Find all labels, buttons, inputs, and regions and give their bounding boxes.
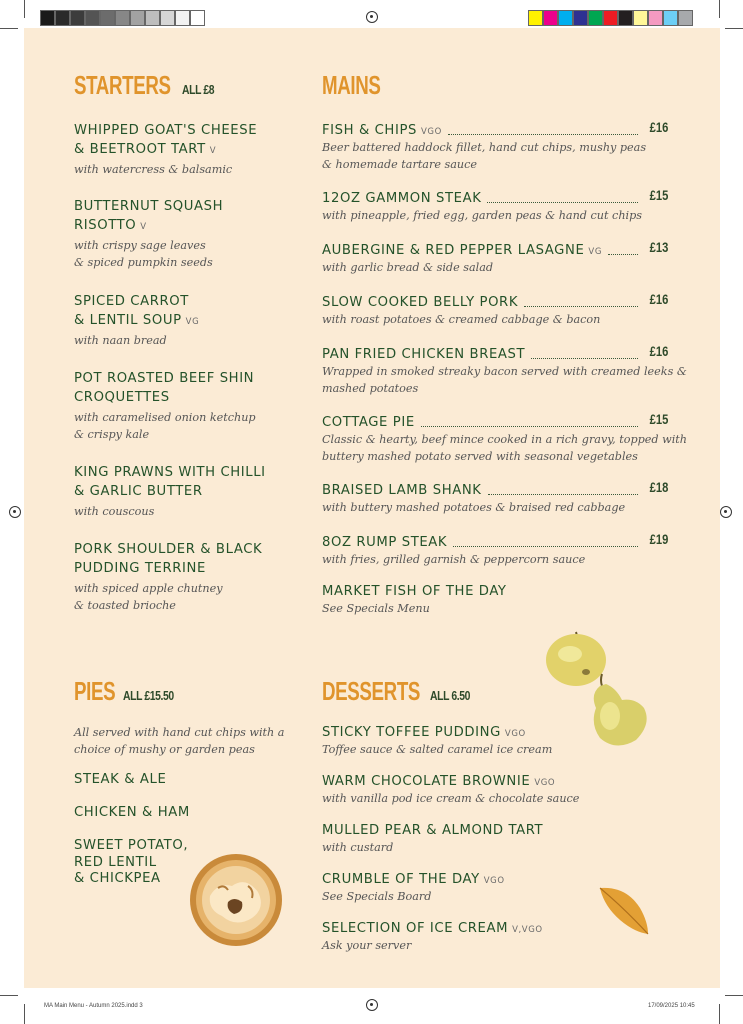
color-swatch [190, 10, 205, 26]
starter-name-line [74, 140, 257, 161]
main-item-price: £15 [649, 411, 668, 427]
desserts-heading [322, 676, 480, 707]
description-line: with spiced apple chutney [74, 582, 223, 595]
main-item-price: £16 [649, 343, 668, 359]
starter-item-description [74, 161, 232, 178]
starter-item-description [74, 503, 154, 520]
main-item-name [322, 293, 518, 312]
dessert-item-description: Ask your server [322, 939, 412, 952]
main-name-text: 12OZ GAMMON STEAK [322, 191, 482, 206]
starter-name-text: PUDDING TERRINE [74, 561, 206, 576]
color-swatch [85, 10, 100, 26]
starter-name-line [74, 559, 262, 578]
starter-name-line [74, 216, 223, 237]
pies-intro-line: choice of mushy or garden peas [74, 743, 255, 756]
color-swatch [160, 10, 175, 26]
color-swatch [145, 10, 160, 26]
main-name-text: BRAISED LAMB SHANK [322, 483, 482, 498]
mains-title: MAINS [322, 70, 381, 100]
main-name-text: MARKET FISH OF THE DAY [322, 584, 507, 599]
description-line: See Specials Menu [322, 602, 430, 615]
price-leader [524, 306, 638, 307]
main-item-name [322, 533, 447, 552]
color-swatch [633, 10, 648, 26]
starter-item-description [74, 332, 167, 349]
registration-mark-icon [720, 506, 732, 518]
description-line: Wrapped in smoked streaky bacon served with creamed leeks & [322, 365, 687, 378]
starter-name-line: KING PRAWNS WITH CHILLI [74, 465, 266, 480]
description-line: with crispy sage leaves [74, 239, 206, 252]
pie-name-line: RED LENTIL [74, 854, 157, 870]
main-item-price: £16 [649, 119, 668, 135]
pie-item [74, 772, 166, 789]
dessert-name-text: CRUMBLE OF THE DAY [322, 872, 480, 887]
pie-item [74, 838, 188, 888]
description-line: Classic & hearty, beef mince cooked in a rich gravy, topped with [322, 433, 687, 446]
price-leader [488, 494, 638, 495]
pie-item [74, 805, 190, 822]
dessert-item-description: See Specials Board [322, 890, 432, 903]
dessert-item-description: with custard [322, 841, 394, 854]
pies-intro [74, 724, 284, 758]
desserts-title: DESSERTS [322, 676, 421, 706]
color-swatch [603, 10, 618, 26]
dietary-tag: VG [185, 317, 200, 327]
description-line: with roast potatoes & creamed cabbage & bacon [322, 313, 601, 326]
starter-name-line: BUTTERNUT SQUASH [74, 199, 224, 214]
main-name-text: FISH & CHIPS [322, 123, 417, 138]
crop-mark [725, 28, 743, 29]
price-leader [487, 202, 638, 203]
dietary-tag: V [209, 146, 217, 156]
main-item-description [322, 311, 600, 328]
main-item-name [322, 345, 525, 364]
pies-price: ALL £15.50 [123, 688, 174, 703]
color-swatch [648, 10, 663, 26]
description-line: with naan bread [74, 334, 167, 347]
main-name-text: PAN FRIED CHICKEN BREAST [322, 347, 526, 362]
description-line: with buttery mashed potatoes & braised red cabbage [322, 501, 626, 514]
crop-mark [0, 995, 18, 996]
description-line: with garlic bread & side salad [322, 261, 494, 274]
dietary-tag: VG [588, 247, 603, 257]
starter-name-line [74, 388, 254, 407]
color-swatch [528, 10, 543, 26]
dietary-tag: VGO [483, 876, 505, 886]
pie-name-line: CHICKEN & HAM [74, 805, 190, 820]
pie-illustration [188, 852, 284, 948]
autumn-leaf-illustration [596, 882, 652, 936]
color-swatch [175, 10, 190, 26]
crop-mark [24, 0, 25, 18]
color-swatch [678, 10, 693, 26]
main-item-description [322, 551, 585, 568]
main-item-description [322, 363, 687, 397]
main-item-price: £13 [649, 239, 668, 255]
starter-item-description [74, 409, 256, 443]
dessert-item-name [322, 821, 543, 840]
pies-heading [74, 676, 187, 707]
dietary-tag: V [140, 222, 147, 232]
starters-heading [74, 70, 222, 101]
dietary-tag: VGO [504, 729, 526, 739]
starter-item-name [74, 369, 254, 407]
starters-title: STARTERS [74, 70, 171, 100]
color-swatch [618, 10, 633, 26]
mains-heading [322, 70, 403, 101]
starters-price: ALL £8 [182, 82, 215, 97]
starter-name-line: PORK SHOULDER & BLACK [74, 542, 263, 557]
starter-name-text: & GARLIC BUTTER [74, 484, 203, 499]
description-line: buttery mashed potato served with seasonal vegetables [322, 450, 638, 463]
color-swatch [55, 10, 70, 26]
description-line: mashed potatoes [322, 382, 419, 395]
footer-date: 17/09/2025 10:45 [648, 1003, 695, 1009]
pie-name-line: & CHICKPEA [74, 871, 161, 886]
color-swatch [100, 10, 115, 26]
main-item-description [322, 207, 642, 224]
dessert-name-text: STICKY TOFFEE PUDDING [322, 725, 501, 740]
starter-item-description [74, 580, 223, 614]
crop-mark [0, 28, 18, 29]
main-item-price: £19 [649, 531, 668, 547]
description-line: with fries, grilled garnish & peppercorn sauce [322, 553, 586, 566]
price-leader [531, 358, 638, 359]
main-name-text: AUBERGINE & RED PEPPER LASAGNE [322, 243, 585, 258]
description-line: with couscous [74, 505, 155, 518]
description-line: Beer battered haddock fillet, hand cut chips, mushy peas [322, 141, 647, 154]
registration-mark-icon [366, 999, 378, 1011]
starter-item-name [74, 121, 257, 161]
starter-name-line: SPICED CARROT [74, 294, 189, 309]
description-line: with watercress & balsamic [74, 163, 233, 176]
pears-illustration [540, 628, 656, 750]
crop-mark [719, 0, 720, 18]
main-item-description [322, 499, 625, 516]
footer-file-name: MA Main Menu - Autumn 2025.indd 3 [44, 1003, 143, 1009]
description-line: with pineapple, fried egg, garden peas & hand cut chips [322, 209, 643, 222]
main-name-text: COTTAGE PIE [322, 415, 415, 430]
starter-item-description [74, 237, 213, 271]
registration-mark-icon [366, 11, 378, 23]
dessert-item-description: with vanilla pod ice cream & chocolate sauce [322, 792, 580, 805]
starter-name-text: RISOTTO [74, 218, 137, 233]
description-line: & homemade tartare sauce [322, 158, 478, 171]
main-name-text: SLOW COOKED BELLY PORK [322, 295, 519, 310]
registration-mark-icon [9, 506, 21, 518]
price-leader [608, 254, 638, 255]
starter-name-line [74, 311, 199, 332]
price-leader [448, 134, 638, 135]
dessert-item-description: Toffee sauce & salted caramel ice cream [322, 743, 553, 756]
description-line: with caramelised onion ketchup [74, 411, 256, 424]
pies-title: PIES [74, 676, 116, 706]
starter-item-name [74, 540, 262, 578]
color-swatch [588, 10, 603, 26]
starter-name-text: & BEETROOT TART [74, 142, 206, 157]
grayscale-color-bar [40, 10, 205, 26]
starter-name-line: WHIPPED GOAT'S CHEESE [74, 123, 258, 138]
main-item-name [322, 413, 415, 432]
dessert-name-text: MULLED PEAR & ALMOND TART [322, 823, 544, 838]
main-item-price: £16 [649, 291, 668, 307]
starter-name-text: CROQUETTES [74, 390, 170, 405]
dessert-name-text: SELECTION OF ICE CREAM [322, 921, 509, 936]
desserts-price: ALL 6.50 [430, 688, 471, 703]
crop-mark [725, 995, 743, 996]
cmyk-color-bar [528, 10, 693, 26]
color-swatch [130, 10, 145, 26]
color-swatch [663, 10, 678, 26]
main-item-name [322, 481, 482, 500]
main-item-price: £15 [649, 187, 668, 203]
dietary-tag: VGO [534, 778, 556, 788]
description-line: & toasted brioche [74, 599, 176, 612]
color-swatch [70, 10, 85, 26]
color-swatch [573, 10, 588, 26]
starter-item-name [74, 463, 266, 501]
pie-name-line: SWEET POTATO, [74, 838, 189, 853]
color-swatch [40, 10, 55, 26]
description-line: & crispy kale [74, 428, 150, 441]
dietary-tag: V,VGO [512, 925, 543, 935]
starter-item-name [74, 197, 223, 237]
color-swatch [558, 10, 573, 26]
color-swatch [115, 10, 130, 26]
pies-intro-line: All served with hand cut chips with a [74, 726, 285, 739]
main-item-description [322, 600, 430, 617]
starter-name-line [74, 482, 266, 501]
dessert-name-text: WARM CHOCOLATE BROWNIE [322, 774, 531, 789]
starter-name-text: & LENTIL SOUP [74, 313, 182, 328]
starter-item-name [74, 292, 199, 332]
starter-name-line: POT ROASTED BEEF SHIN [74, 371, 255, 386]
crop-mark [24, 1004, 25, 1024]
crop-mark [719, 1004, 720, 1024]
main-item-price: £18 [649, 479, 668, 495]
main-item-description [322, 259, 493, 276]
price-leader [453, 546, 638, 547]
price-leader [421, 426, 638, 427]
main-item-description [322, 431, 687, 465]
description-line: & spiced pumpkin seeds [74, 256, 213, 269]
main-name-text: 8OZ RUMP STEAK [322, 535, 448, 550]
main-item-name [322, 189, 481, 208]
color-swatch [543, 10, 558, 26]
dietary-tag: VGO [420, 127, 442, 137]
main-item-description [322, 139, 646, 173]
pie-name-line: STEAK & ALE [74, 772, 167, 787]
main-item-name [322, 582, 507, 601]
